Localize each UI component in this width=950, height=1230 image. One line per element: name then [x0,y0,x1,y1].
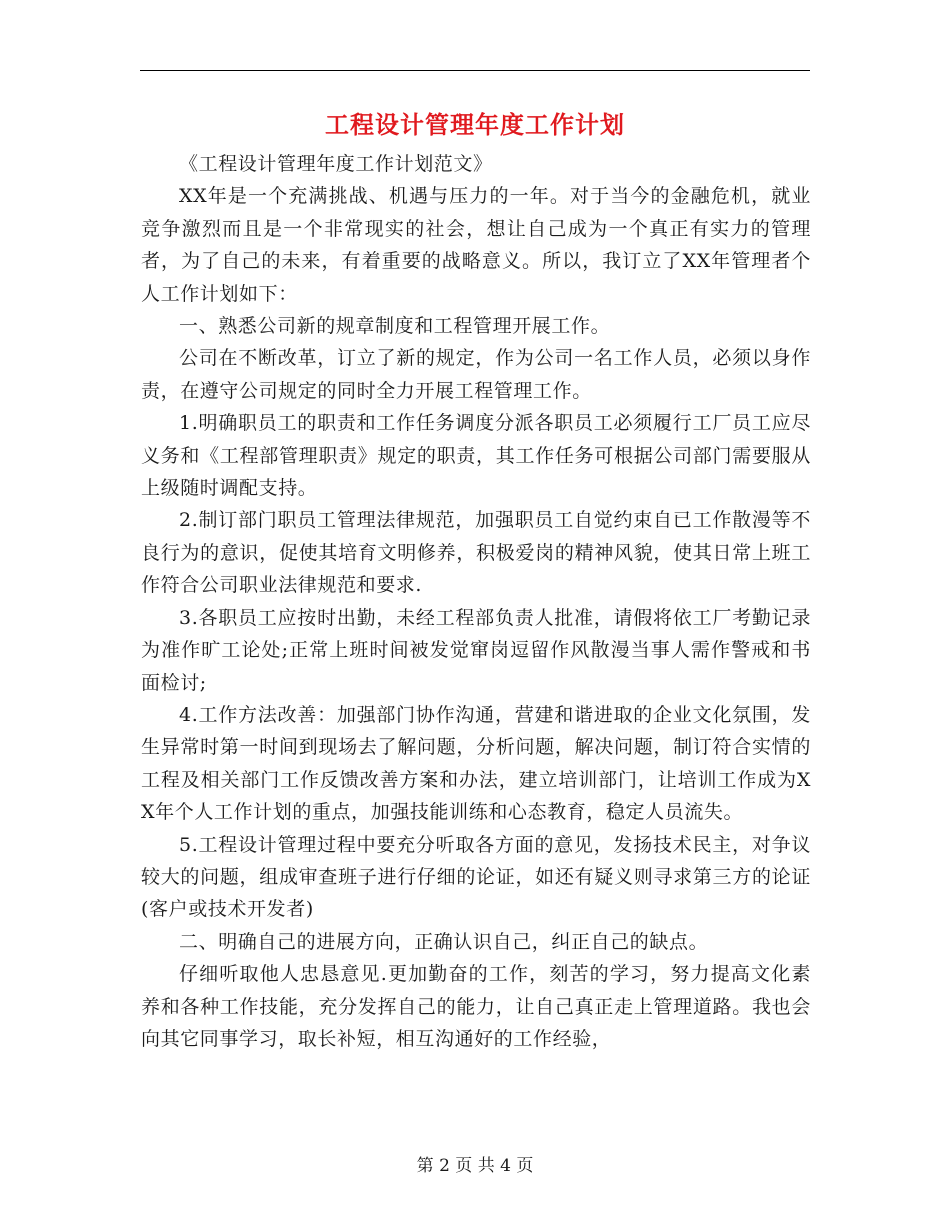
section-heading-2: 二、明确自己的进展方向，正确认识自己，纠正自己的缺点。 [179,930,709,953]
list-item-3: 3.各职员工应按时出勤，未经工程部负责人批准，请假将依工厂考勤记录为准作旷工论处;正常上班时间被发觉窜岗逗留作风散漫当事人需作警戒和书面检讨; [141,606,811,694]
paragraph-subtitle: 《工程设计管理年度工作计划范文》 [179,153,493,175]
document-title: 工程设计管理年度工作计划 [325,110,625,139]
section-heading-1: 一、熟悉公司新的规章制度和工程管理开展工作。 [179,315,611,338]
paragraph-listen: 仔细听取他人忠恳意见.更加勤奋的工作，刻苦的学习，努力提高文化素养和各种工作技能，充分发挥自己的能力，让自己真正走上管理道路。我也会向其它同事学习，取长补短，相互沟通好的工作经验， [141,963,811,1050]
page-number-footer: 第 2 页 共 4 页 [416,1156,534,1176]
list-item-1: 1.明确职员工的职责和工作任务调度分派各职员工必须履行工厂员工应尽义务和《工程部管理职责》规定的职责，其工作任务可根据公司部门需要服从上级随时调配支持。 [141,412,811,500]
list-item-2: 2.制订部门职员工管理法律规范，加强职员工自觉约束自已工作散漫等不良行为的意识，促使其培育文明修养，积极爱岗的精神风貌，使其日常上班工作符合公司职业法律规范和要求. [141,509,811,597]
paragraph-intro: XX年是一个充满挑战、机遇与压力的一年。对于当今的金融危机，就业竞争激烈而且是一个非常现实的社会，想让自己成为一个真正有实力的管理者，为了自己的未来，有着重要的战略意义。所以，我订立了XX年管理者个人工作计划如下： [141,185,811,305]
document-body [141,148,811,1055]
header-rule [140,70,810,71]
list-item-5: 5.工程设计管理过程中要充分听取各方面的意见，发扬技术民主，对争议较大的问题，组成审查班子进行仔细的论证，如还有疑义则寻求第三方的论证(客户或技术开发者) [141,833,811,921]
paragraph-reform: 公司在不断改革，订立了新的规定，作为公司一名工作人员，必须以身作责，在遵守公司规定的同时全力开展工程管理工作。 [141,347,811,402]
list-item-4: 4.工作方法改善：加强部门协作沟通，营建和谐进取的企业文化氛围，发生异常时第一时间到现场去了解问题，分析问题，解决问题，制订符合实情的工程及相关部门工作反馈改善方案和办法，建立培训部门，让培训工作成为XX年个人工作计划的重点，加强技能训练和心态教育，稳定人员流失。 [141,703,811,824]
